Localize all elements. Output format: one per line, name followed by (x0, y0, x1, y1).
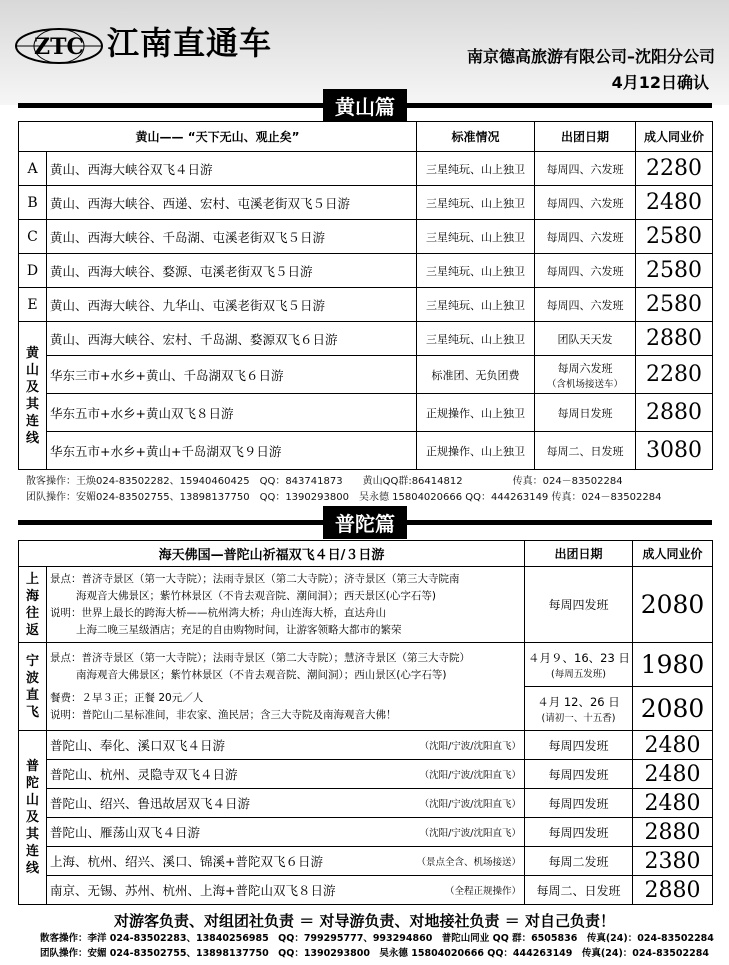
route-departure: 团队天天发 (535, 322, 636, 356)
route-name: 黄山、西海大峡谷双飞４日游 (47, 152, 417, 186)
route-departure: 每周日发班 (535, 394, 636, 432)
route-departure: 每周四、六发班 (535, 152, 636, 186)
route-price: 2080 (633, 687, 713, 731)
route-name: 普陀山、杭州、灵隐寺双飞４日游 （沈阳/宁波/沈阳直飞） (47, 760, 525, 789)
ningbo-details: 景点：普济寺景区（第一大寺院）；法雨寺景区（第二大寺院）；慧济寺景区（第三大寺院） 南海观音大佛景区；紫竹林景区（不肯去观音院、潮间洞）；西山景区(心字石等) 餐费：２早３正；正餐 20元／人 说明：普陀山二星标准间，非农家、渔民居；含三大寺院及南海观音大佛！ (47, 643, 525, 731)
departure-note: （含机场接送车） (547, 378, 624, 390)
huangshan-table (18, 121, 713, 470)
route-code: B (19, 186, 47, 220)
table-row (19, 288, 713, 322)
route-standard: 标准团、无负团费 (417, 356, 535, 394)
route-code: C (19, 220, 47, 254)
route-departure: 每周四、六发班 (535, 288, 636, 322)
route-price: 2580 (636, 288, 713, 322)
table-row (19, 760, 713, 789)
footer-contact-line: 团队操作：安媚 024-83502755、13898137750 QQ：1390293800 吴永德 15804020666 QQ：444263149 传真(24)：024-83502284 (40, 948, 709, 959)
shanghai-side-label: 上 海 往 返 (19, 567, 47, 643)
ztc-logo-icon (14, 27, 104, 65)
route-departure: 每周二发班 (525, 847, 633, 876)
route-code: D (19, 254, 47, 288)
route-price: 2880 (636, 394, 713, 432)
ningbo-side-label: 宁 波 直 飞 (19, 643, 47, 731)
route-standard: 正规操作、山上独卫 (417, 394, 535, 432)
footer-slogan: 对游客负责、对组团社负责 ＝ 对导游负责、对地接社负责 ＝ 对自己负责！ (114, 912, 615, 930)
table-row (19, 847, 713, 876)
route-departure: 每周四发班 (525, 731, 633, 760)
brand-title: 江南直通车 (107, 24, 273, 62)
huangshan-title: 黄山—— “天下无山、观止矣” (19, 122, 417, 152)
route-name: 普陀山、绍兴、鲁迅故居双飞４日游 （沈阳/宁波/沈阳直飞） (47, 789, 525, 818)
route-departure: ４月９、16、23 日 (每周五发班) (525, 643, 633, 687)
route-name: 上海、杭州、绍兴、溪口、锦溪+普陀双飞６日游 （景点全含、机场接送） (47, 847, 525, 876)
huangshan-banner-label: 黄山篇 (323, 89, 407, 122)
route-standard: 正规操作、山上独卫 (417, 432, 535, 470)
putuo-banner-label: 普陀篇 (323, 506, 407, 539)
huangshan-header-row (19, 122, 713, 152)
confirm-date: 4月12日确认 (611, 73, 709, 92)
route-price: 2280 (636, 356, 713, 394)
footer-contact-line: 散客操作：李洋 024-83502283、13840256985 QQ：799295777、993294860 普陀山同业 QQ 群：6505836 传真(24)：024-83502284 (40, 933, 714, 944)
route-departure: 每周四发班 (525, 818, 633, 847)
shanghai-details: 景点：普济寺景区（第一大寺院）；法雨寺景区（第二大寺院）；济寺景区（第三大寺院南 海观音大佛景区；紫竹林景区（不肯去观音院、潮间洞）；西天景区(心字石等) 说明：世界上最长的跨海大桥——杭州湾大桥；舟山连海大桥，直达舟山 上海二晚三星级酒店；充足的自由购物时间，让游客领略大都市的繁荣 (47, 567, 525, 643)
huangshan-banner (18, 95, 712, 119)
header-price: 成人同业价 (633, 541, 713, 567)
table-row (19, 567, 713, 643)
route-name: 普陀山、雁荡山双飞４日游 （沈阳/宁波/沈阳直飞） (47, 818, 525, 847)
route-price: 2480 (633, 731, 713, 760)
route-price: 2280 (636, 152, 713, 186)
route-price: 2880 (636, 322, 713, 356)
table-row (19, 818, 713, 847)
route-departure: 每周二、日发班 (525, 876, 633, 905)
table-row (19, 220, 713, 254)
route-standard: 三星纯玩、山上独卫 (417, 254, 535, 288)
route-name: 黄山、西海大峡谷、宏村、千岛湖、婺源双飞６日游 (47, 322, 417, 356)
route-price: 2480 (633, 789, 713, 818)
table-row (19, 876, 713, 905)
table-row (19, 432, 713, 470)
route-standard: 三星纯玩、山上独卫 (417, 220, 535, 254)
putuo-header-row (19, 541, 713, 567)
route-price: 2480 (636, 186, 713, 220)
table-row (19, 731, 713, 760)
route-name: 黄山、西海大峡谷、婺源、屯溪老街双飞５日游 (47, 254, 417, 288)
route-name: 黄山、西海大峡谷、千岛湖、屯溪老街双飞５日游 (47, 220, 417, 254)
route-departure: ４月 12、26 日 (请初一、十五香) (525, 687, 633, 731)
route-code: A (19, 152, 47, 186)
route-price: 2480 (633, 760, 713, 789)
table-row (19, 356, 713, 394)
route-name: 黄山、西海大峡谷、九华山、屯溪老街双飞５日游 (47, 288, 417, 322)
header-departure: 出团日期 (535, 122, 636, 152)
route-name: 华东五市+水乡+黄山+千岛湖双飞９日游 (47, 432, 417, 470)
route-departure: 每周四、六发班 (535, 254, 636, 288)
route-departure: 每周四发班 (525, 567, 633, 643)
company-name: 南京德高旅游有限公司–沈阳分公司 (466, 47, 715, 66)
putuo-side-label: 普 陀 山 及 其 连 线 (19, 731, 47, 905)
route-price: 2580 (636, 220, 713, 254)
route-name: 黄山、西海大峡谷、西递、宏村、屯溪老街双飞５日游 (47, 186, 417, 220)
putuo-title: 海天佛国—普陀山祈福双飞４日/３日游 (19, 541, 525, 567)
route-departure: 每周四、六发班 (535, 220, 636, 254)
route-price: 3080 (636, 432, 713, 470)
route-departure: 每周四、六发班 (535, 186, 636, 220)
table-row (19, 789, 713, 818)
putuo-banner (18, 512, 712, 536)
route-standard: 三星纯玩、山上独卫 (417, 322, 535, 356)
table-row (19, 394, 713, 432)
route-price: 2880 (633, 876, 713, 905)
route-price: 2080 (633, 567, 713, 643)
route-price: 2580 (636, 254, 713, 288)
route-departure: 每周四发班 (525, 789, 633, 818)
route-code: E (19, 288, 47, 322)
route-name: 华东三市+水乡+黄山、千岛湖双飞６日游 (47, 356, 417, 394)
route-name: 华东五市+水乡+黄山双飞８日游 (47, 394, 417, 432)
route-departure: 每周六发班 （含机场接送车） (535, 356, 636, 394)
huangshan-contacts (26, 474, 661, 506)
table-row (19, 152, 713, 186)
route-name: 普陀山、奉化、溪口双飞４日游 （沈阳/宁波/沈阳直飞） (47, 731, 525, 760)
route-standard: 三星纯玩、山上独卫 (417, 152, 535, 186)
table-row (19, 254, 713, 288)
contact-line: 团队操作：安媚024-83502755、13898137750 QQ：1390293800 吴永德 15804020666 QQ：444263149 传真：024－83502284 (26, 492, 662, 503)
table-row (19, 186, 713, 220)
table-row (19, 322, 713, 356)
route-standard: 三星纯玩、山上独卫 (417, 186, 535, 220)
header-standard: 标准情况 (417, 122, 535, 152)
huangshan-side-label: 黄 山 及 其 连 线 (19, 322, 47, 470)
route-price: 1980 (633, 643, 713, 687)
route-departure: 每周二、日发班 (535, 432, 636, 470)
route-standard: 三星纯玩、山上独卫 (417, 288, 535, 322)
contact-line: 散客操作：王焕024-83502282、15940460425 QQ：843741873 黄山QQ群:86414812 传真：024－83502284 (26, 476, 623, 487)
route-departure: 每周四发班 (525, 760, 633, 789)
logo-text: ZTC (34, 34, 84, 60)
route-price: 2380 (633, 847, 713, 876)
route-name: 南京、无锡、苏州、杭州、上海+普陀山双飞８日游 （全程正规操作） (47, 876, 525, 905)
table-row (19, 643, 713, 687)
putuo-table (18, 540, 713, 905)
header-departure: 出团日期 (525, 541, 633, 567)
header-price: 成人同业价 (636, 122, 713, 152)
route-price: 2880 (633, 818, 713, 847)
